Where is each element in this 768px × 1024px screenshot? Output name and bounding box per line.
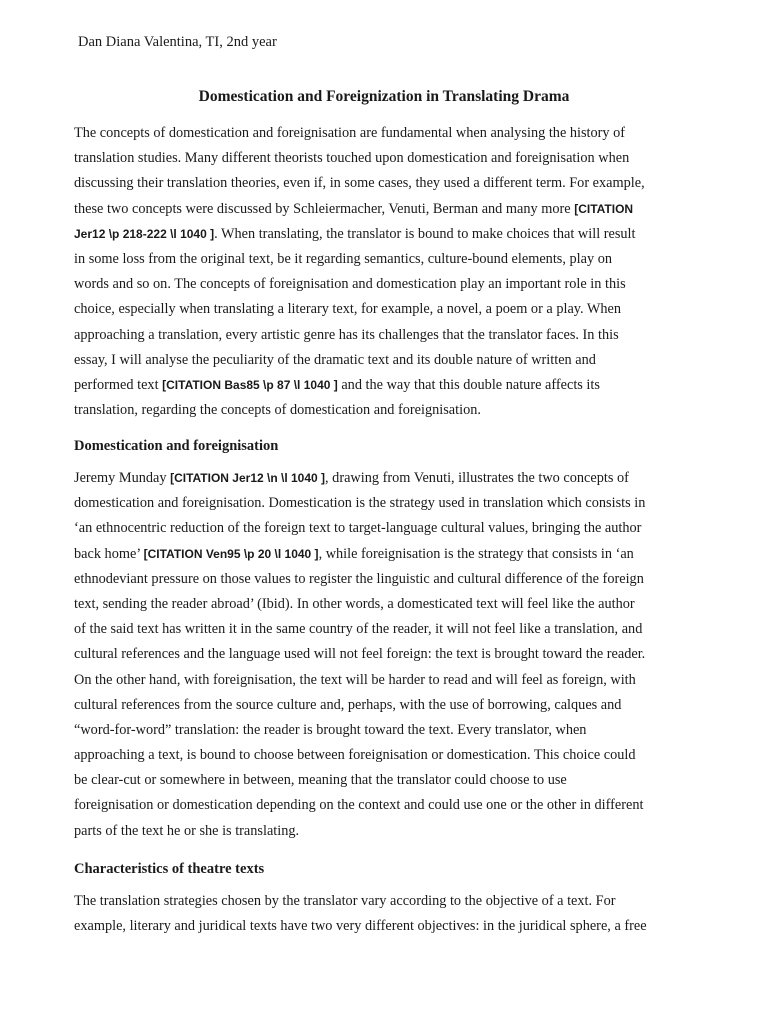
- text-span: and the way that this double nature affects its: [337, 376, 600, 393]
- text-line: parts of the text he or she is translating.: [74, 822, 300, 839]
- text-line: cultural references and the language used will not feel foreign: the text is brought toward the reader.: [74, 646, 646, 663]
- text-line: example, literary and juridical texts have two very different objectives: in the juridical sphere, a free: [74, 918, 647, 935]
- text-span: these two concepts were discussed by Schleiermacher, Venuti, Berman and many more: [74, 200, 575, 217]
- citation-field: [CITATION: [574, 201, 634, 216]
- text-span: . When translating, the translator is bound to make choices that will result: [214, 225, 636, 242]
- text-line: in some loss from the original text, be it regarding semantics, culture-bound elements, play on: [74, 250, 612, 267]
- text-line: choice, especially when translating a literary text, for example, a novel, a poem or a play. When: [74, 301, 622, 318]
- text-line: translation studies. Many different theorists touched upon domestication and foreignisation when: [74, 150, 630, 167]
- text-line: ‘an ethnocentric reduction of the foreign text to target-language cultural values, bringing the author: [74, 520, 642, 537]
- text-span: performed text: [74, 376, 163, 393]
- citation-field: [CITATION Ven95 \p 20 \l 1040 ]: [143, 546, 319, 561]
- text-line: domestication and foreignisation. Domestication is the strategy used in translation which consists in: [74, 495, 646, 512]
- text-line: be clear-cut or somewhere in between, meaning that the translator could choose to use: [74, 772, 567, 789]
- text-line: The concepts of domestication and foreignisation are fundamental when analysing the history of: [74, 125, 626, 141]
- text-line: approaching a translation, every artistic genre has its challenges that the translator faces. In this: [74, 326, 619, 343]
- theatre-paragraph: [74, 889, 694, 939]
- text-line: essay, I will analyse the peculiarity of the dramatic text and its double nature of written and: [74, 351, 596, 368]
- text-line: foreignisation or domestication depending on the context and could use one or the other in different: [74, 797, 644, 814]
- citation-field: [CITATION Jer12 \n \l 1040 ]: [170, 471, 326, 485]
- text-line: The translation strategies chosen by the translator vary according to the objective of a text. For: [74, 893, 616, 909]
- text-line: [74, 222, 694, 247]
- section-heading-domestication: Domestication and foreignisation: [74, 438, 279, 454]
- text-line: On the other hand, with foreignisation, the text will be harder to read and will feel as foreign, with: [74, 671, 636, 688]
- document-title: Domestication and Foreignization in Translating Drama: [198, 88, 570, 105]
- text-line: translation, regarding the concepts of domestication and foreignisation.: [74, 402, 481, 419]
- citation-field: [CITATION Bas85 \p 87 \l 1040 ]: [162, 377, 338, 392]
- text-line: “word-for-word” translation: the reader is brought toward the text. Every translator, when: [74, 721, 587, 738]
- text-span: , while foreignisation is the strategy that consists in ‘an: [318, 545, 634, 562]
- text-line: discussing their translation theories, even if, in some cases, they used a different term. For example,: [74, 175, 645, 192]
- text-line: approaching a text, is bound to choose between foreignisation or domestication. This choice could: [74, 747, 636, 764]
- domestication-paragraph: [74, 466, 694, 844]
- text-line: [74, 197, 694, 222]
- text-span: Jeremy Munday: [74, 470, 171, 486]
- text-line: text, sending the reader abroad’ (Ibid). In other words, a domesticated text will feel like the author: [74, 595, 635, 612]
- text-line: [74, 542, 694, 567]
- text-span: , drawing from Venuti, illustrates the two concepts of: [325, 470, 629, 486]
- text-line: ethnodeviant pressure on those values to register the linguistic and cultural difference of the foreign: [74, 570, 644, 587]
- text-line: cultural references from the source culture and, perhaps, with the use of borrowing, calques and: [74, 696, 622, 713]
- text-line: [74, 373, 694, 398]
- author-header: Dan Diana Valentina, TI, 2nd year: [78, 34, 277, 50]
- text-line: [74, 466, 694, 491]
- intro-paragraph: [74, 121, 694, 423]
- text-line: words and so on. The concepts of foreignisation and domestication play an important role in this: [74, 276, 626, 293]
- citation-field: Jer12 \p 218-222 \l 1040 ]: [74, 226, 215, 241]
- section-heading-theatre: Characteristics of theatre texts: [74, 861, 265, 877]
- text-line: of the said text has written it in the same country of the reader, it will not feel like a translation, and: [74, 621, 643, 638]
- text-span: back home’: [74, 545, 144, 562]
